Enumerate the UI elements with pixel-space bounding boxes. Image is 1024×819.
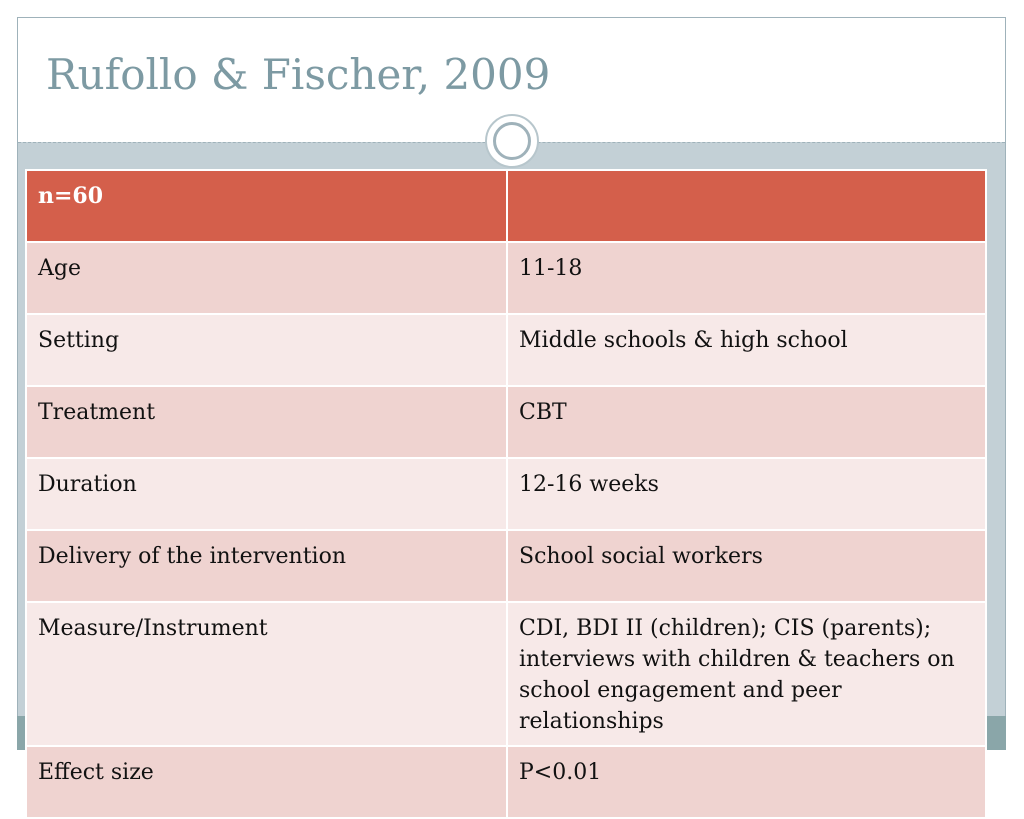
table-row xyxy=(26,602,986,746)
row-label: Duration xyxy=(26,458,507,530)
slide-title: Rufollo & Fischer, 2009 xyxy=(46,50,551,99)
row-value: 12-16 weeks xyxy=(507,458,986,530)
table-row xyxy=(26,314,986,386)
table-row xyxy=(26,746,986,818)
table-row xyxy=(26,530,986,602)
study-summary-table xyxy=(25,169,987,819)
row-value: Middle schools & high school xyxy=(507,314,986,386)
table-row xyxy=(26,242,986,314)
row-label: Age xyxy=(26,242,507,314)
row-value: CDI, BDI II (children); CIS (parents); interviews with children & teachers on school engagement and peer relationships xyxy=(507,602,986,746)
table-row xyxy=(26,386,986,458)
circle-ornament-inner xyxy=(493,122,531,160)
row-value: 11-18 xyxy=(507,242,986,314)
table-row xyxy=(26,458,986,530)
circle-ornament-icon xyxy=(485,114,539,168)
table-header-row xyxy=(26,170,986,242)
row-value: P<0.01 xyxy=(507,746,986,818)
row-label: Delivery of the intervention xyxy=(26,530,507,602)
row-label: Effect size xyxy=(26,746,507,818)
row-label: Treatment xyxy=(26,386,507,458)
header-cell-sample-size: n=60 xyxy=(26,170,507,242)
header-cell-empty xyxy=(507,170,986,242)
row-label: Measure/Instrument xyxy=(26,602,507,746)
row-label: Setting xyxy=(26,314,507,386)
row-value: CBT xyxy=(507,386,986,458)
row-value: School social workers xyxy=(507,530,986,602)
